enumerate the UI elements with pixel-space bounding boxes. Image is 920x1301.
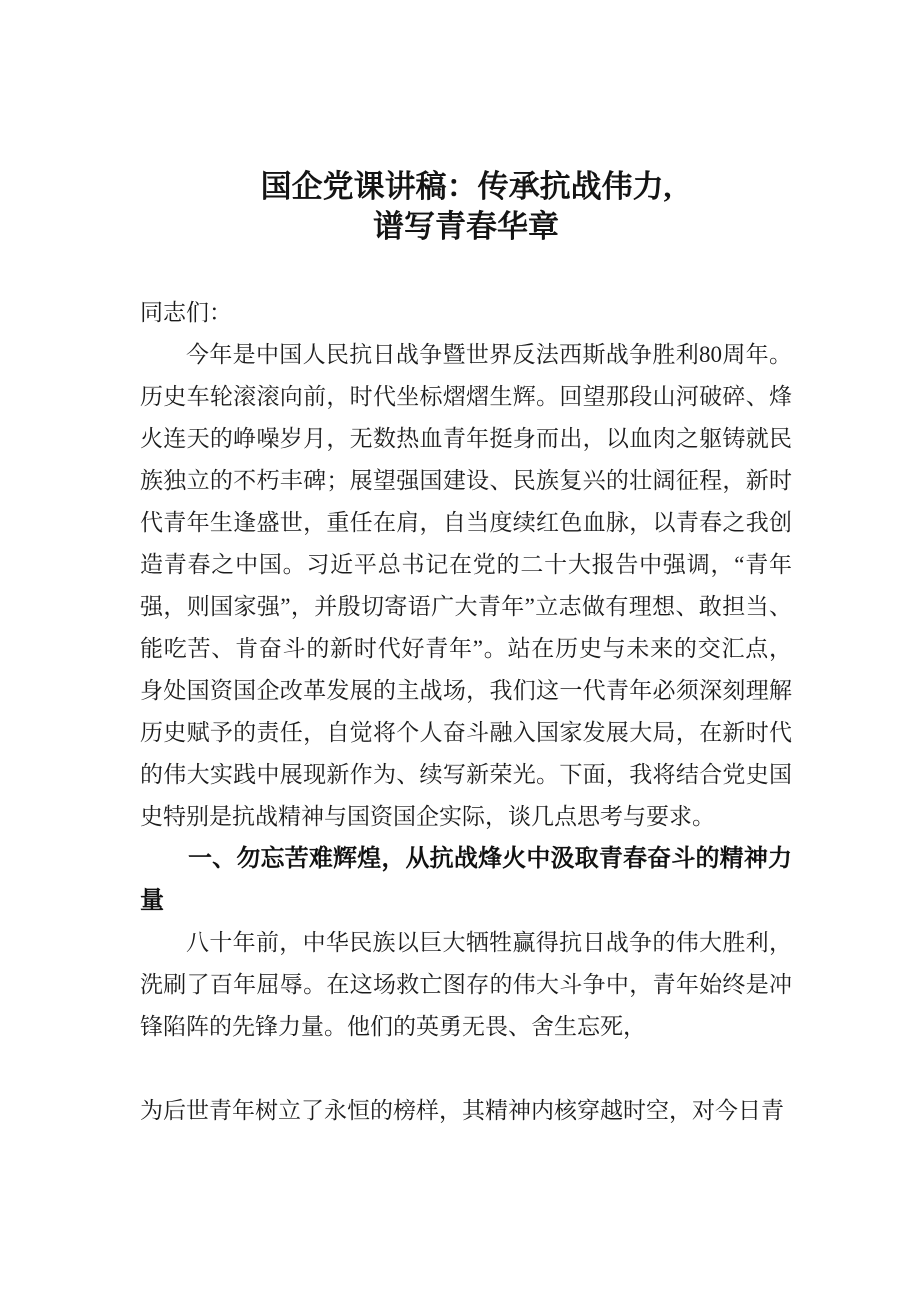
section-heading-1: 一、勿忘苦难辉煌，从抗战烽火中汲取青春奋斗的精神力量 <box>140 845 792 914</box>
document-body <box>140 292 792 1132</box>
salutation-line: 同志们： <box>140 300 232 325</box>
title-line-1: 国企党课讲稿：传承抗战伟力, <box>260 169 672 204</box>
paragraph-2: 八十年前，中华民族以巨大牺牲赢得抗日战争的伟大胜利，洗刷了百年屈辱。在这场救亡图存的伟大斗争中，青年始终是冲锋陷阵的先锋力量。他们的英勇无畏、舍生忘死， <box>140 930 792 1039</box>
paragraph-3: 为后世青年树立了永恒的榜样，其精神内核穿越时空，对今日青 <box>140 1098 784 1123</box>
document-title <box>140 0 792 247</box>
paragraph-1: 今年是中国人民抗日战争暨世界反法西斯战争胜利80周年。历史车轮滚滚向前，时代坐标熠熠生辉。回望那段山河破碎、烽火连天的峥噪岁月，无数热血青年挺身而出，以血肉之躯铸就民族独立的不朽丰碑；展望强国建设、民族复兴的壮阔征程，新时代青年生逢盛世，重任在肩，自当度续红色血脉，以青春之我创造青春之中国。习近平总书记在党的二十大报告中强调，“青年强，则国家强”，并殷切寄语广大青年”立志做有理想、敢担当、能吃苦、肯奋斗的新时代好青年”。站在历史与未来的交汇点，身处国资国企改革发展的主战场，我们这一代青年必须深刻理解历史赋予的责任，自觉将个人奋斗融入国家发展大局，在新时代的伟大实践中展现新作为、续写新荣光。下面，我将结合党史国史特别是抗战精神与国资国企实际，谈几点思考与要求。 <box>140 342 792 829</box>
title-line-2: 谱写青春华章 <box>373 209 559 244</box>
